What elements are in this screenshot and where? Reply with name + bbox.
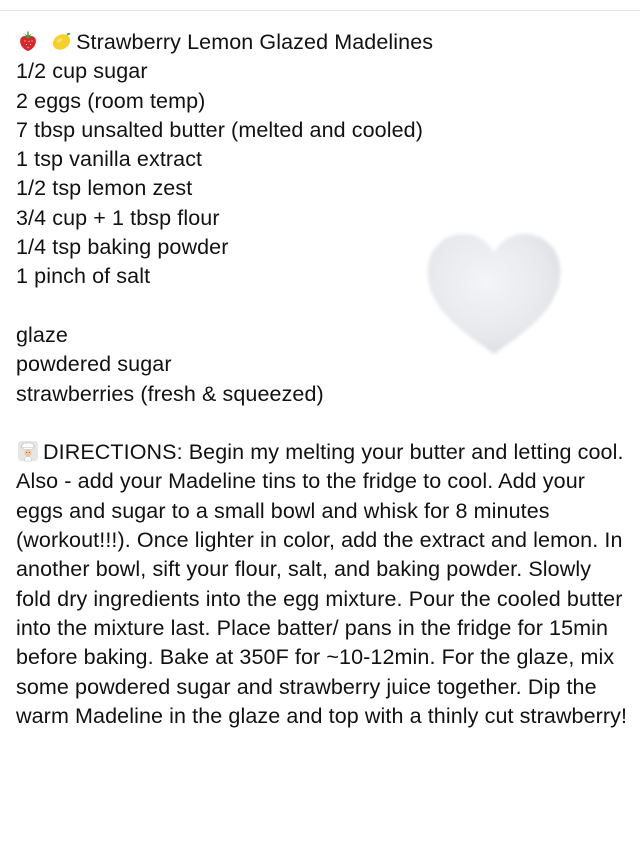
top-divider (0, 10, 640, 11)
lemon-icon (49, 29, 73, 53)
ingredient-line: 1 tsp vanilla extract (16, 147, 203, 172)
chef-icon (16, 439, 40, 463)
ingredient-line: 1 pinch of salt (16, 264, 151, 289)
directions-text: DIRECTIONS: Begin my melting your butter and letting cool. Also - add your Madeline tins to the fridge to cool. Add your eggs and sugar to a small bowl and whisk for 8 minutes (workout!!!). Once lighter in color, add the extract and lemon. In another bowl, sift your flour, salt, and baking powder. Slowly fold dry ingredients into the egg mixture. Pour the cooled butter into the mixture last. Place batter/ pans in the fridge for 15min before baking. Bake at 350F for ~10-12min. For the glaze, mix some powdered sugar and strawberry juice together. Dip the warm Madeline in the glaze and top with a thinly cut strawberry! (16, 440, 628, 728)
directions-paragraph (16, 438, 632, 731)
ingredient-line: 1/2 cup sugar (16, 59, 148, 84)
glaze-item: strawberries (fresh & squeezed) (16, 381, 324, 406)
ingredient-line: 2 eggs (room temp) (16, 88, 206, 113)
spacer (16, 409, 632, 438)
recipe-title (16, 28, 632, 57)
recipe-title-text: Strawberry Lemon Glazed Madelines (76, 30, 434, 54)
fluffy-heart-icon (418, 222, 570, 362)
glaze-heading: glaze (16, 322, 68, 347)
ingredient-line: 7 tbsp unsalted butter (melted and cooled) (16, 117, 423, 142)
ingredient-line: 1/2 tsp lemon zest (16, 176, 193, 201)
glaze-item: powdered sugar (16, 352, 172, 377)
ingredient-line: 1/4 tsp baking powder (16, 235, 229, 260)
ingredient-line: 3/4 cup + 1 tbsp flour (16, 205, 220, 230)
strawberry-icon (16, 29, 40, 53)
recipe-note (16, 28, 632, 731)
